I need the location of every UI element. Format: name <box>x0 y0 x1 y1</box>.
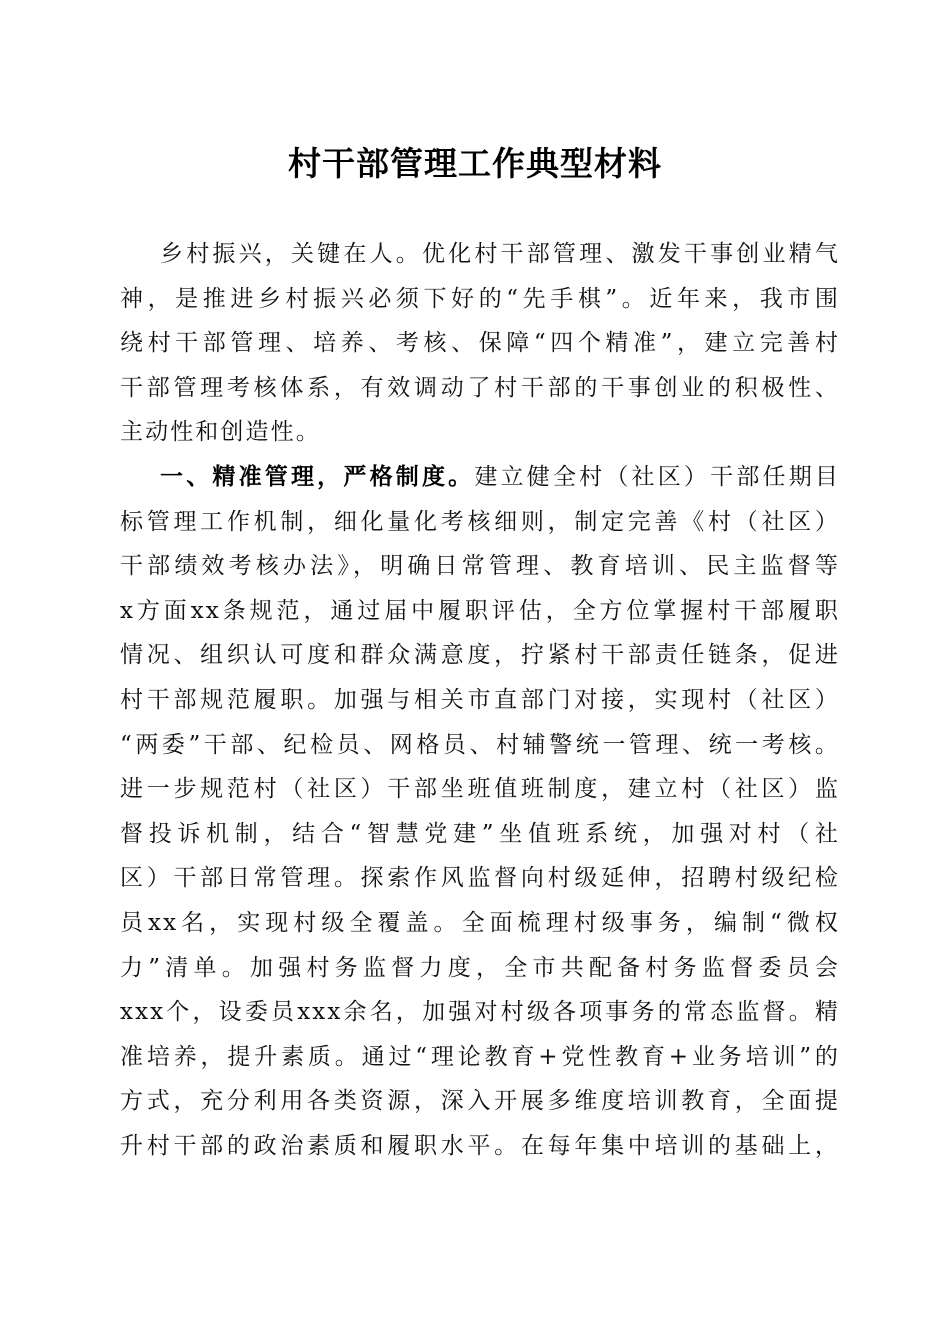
text-line: 标管理工作机制，细化量化考核细则，制定完善《村（社区） <box>120 508 840 535</box>
text-line: 主动性和创造性。 <box>120 419 321 446</box>
paragraph-section-one <box>120 455 840 1169</box>
text-run: 建立健全村（社区）干部任期目 <box>474 463 841 490</box>
text-line: 绕村干部管理、培养、考核、保障“四个精准”，建立完善村 <box>120 330 840 357</box>
text-line: 方式，充分利用各类资源，深入开展多维度培训教育，全面提 <box>120 1088 840 1115</box>
text-line: 力”清单。加强村务监督力度，全市共配备村务监督委员会 <box>120 954 840 981</box>
text-line: 村干部规范履职。加强与相关市直部门对接，实现村（社区） <box>120 686 840 713</box>
text-line: 升村干部的政治素质和履职水平。在每年集中培训的基础上， <box>120 1132 840 1159</box>
text-line: 乡村振兴，关键在人。优化村干部管理、激发干事创业精气 <box>160 241 840 267</box>
text-line <box>120 455 840 500</box>
paragraph-intro <box>120 232 840 455</box>
document-body <box>120 232 840 1168</box>
document-title: 村干部管理工作典型材料 <box>288 144 662 183</box>
text-line: xxx个，设委员xxx余名，加强对村级各项事务的常态监督。精 <box>120 999 840 1026</box>
text-line: 情况、组织认可度和群众满意度，拧紧村干部责任链条，促进 <box>120 642 840 669</box>
text-line: “两委”干部、纪检员、网格员、村辅警统一管理、统一考核。 <box>120 731 840 758</box>
text-line: 区）干部日常管理。探索作风监督向村级延伸，招聘村级纪检 <box>120 865 840 892</box>
text-line: 督投诉机制，结合“智慧党建”坐值班系统，加强对村（社 <box>120 820 840 847</box>
section-heading: 一、精准管理，严格制度。 <box>160 463 475 490</box>
text-line: 进一步规范村（社区）干部坐班值班制度，建立村（社区）监 <box>120 776 840 803</box>
text-line: 神，是推进乡村振兴必须下好的“先手棋”。近年来，我市围 <box>120 285 840 312</box>
text-line: 员xx名，实现村级全覆盖。全面梳理村级事务，编制“微权 <box>120 909 840 936</box>
text-line: 干部绩效考核办法》，明确日常管理、教育培训、民主监督等 <box>120 553 840 580</box>
text-line: 准培养，提升素质。通过“理论教育+党性教育+业务培训”的 <box>120 1043 840 1070</box>
text-line: x方面xx条规范，通过届中履职评估，全方位掌握村干部履职 <box>120 597 840 624</box>
text-line: 干部管理考核体系，有效调动了村干部的干事创业的积极性、 <box>120 374 840 401</box>
